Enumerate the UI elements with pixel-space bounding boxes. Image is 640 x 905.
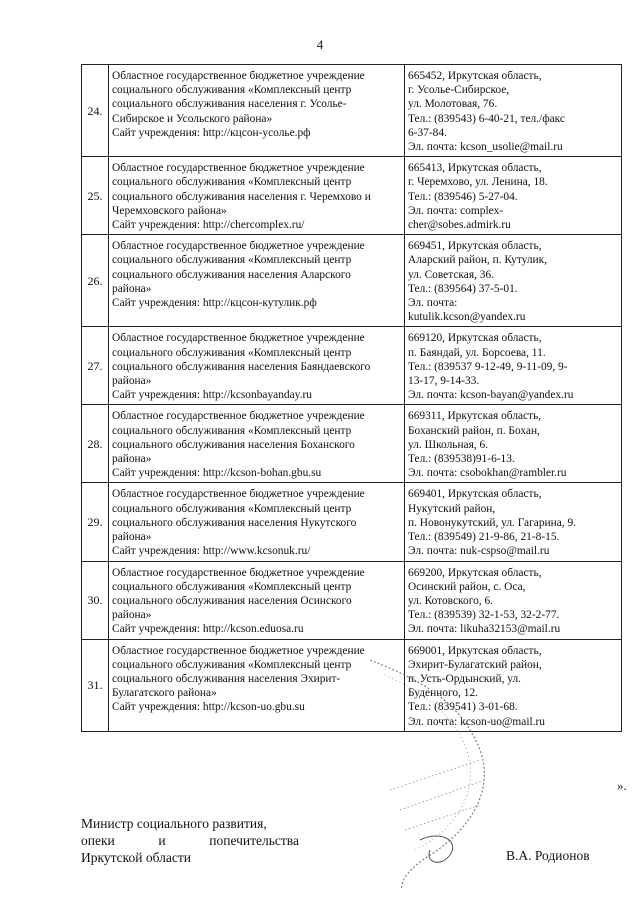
institution-name-line: Областное государственное бюджетное учреждение <box>112 566 365 579</box>
institution-name-line: социального обслуживания населения г. Усолье- <box>112 98 347 111</box>
institution-name-line: социального обслуживания «Комплексный центр <box>112 346 352 359</box>
signature-title-word: попечительства <box>209 833 299 848</box>
contact-line: Эл. почта: nuk-cspso@mail.ru <box>408 545 550 558</box>
signatory-name: В.А. Родионов <box>506 848 590 863</box>
institution-name-cell <box>109 483 405 561</box>
institution-name-line: социального обслуживания «Комплексный центр <box>112 254 352 267</box>
contact-line: п. Баяндай, ул. Борсоева, 11. <box>408 346 546 359</box>
institution-name-line: социального обслуживания населения Осинского <box>112 594 352 607</box>
institution-website: Сайт учреждения: http://kcsonbayanday.ru <box>112 389 312 402</box>
institution-name-line: Сибирское и Усольского района» <box>112 112 273 125</box>
contact-line: Эл. почта: kcson_usolie@mail.ru <box>408 141 563 154</box>
contact-line: п. Новонукутский, ул. Гагарина, 9. <box>408 516 576 529</box>
contact-line: Тел.: (839549) 21-9-86, 21-8-15. <box>408 531 560 544</box>
institution-name-line: Черемховского района» <box>112 204 227 217</box>
row-number: 29. <box>82 483 109 561</box>
official-stamp-icon <box>330 640 500 890</box>
institution-website: Сайт учреждения: http://kcson.eduosa.ru <box>112 623 304 636</box>
contact-line: 6-37-84. <box>408 126 447 139</box>
row-number: 27. <box>82 327 109 405</box>
institution-contact-cell <box>405 235 622 327</box>
institution-contact-cell <box>405 405 622 483</box>
signature-title-line-3: Иркутской области <box>81 850 192 865</box>
contact-line: Тел.: (839541) 3-01-68. <box>408 701 518 714</box>
table-row <box>82 483 622 561</box>
institution-name-line: Областное государственное бюджетное учреждение <box>112 410 365 423</box>
contact-line: 13-17, 9-14-33. <box>408 375 480 388</box>
institution-name-line: социального обслуживания населения Эхирит- <box>112 672 341 685</box>
contact-line: Тел.: (839538)91-6-13. <box>408 453 515 466</box>
table-row <box>82 561 622 639</box>
institution-name-line: Областное государственное бюджетное учреждение <box>112 488 365 501</box>
row-number: 28. <box>82 405 109 483</box>
institution-name-line: Областное государственное бюджетное учреждение <box>112 332 365 345</box>
signature-title-line-2 <box>81 832 299 849</box>
institution-name-line: социального обслуживания населения г. Черемхово и <box>112 190 371 203</box>
institution-name-line: Областное государственное бюджетное учреждение <box>112 162 365 175</box>
institution-name-line: Областное государственное бюджетное учреждение <box>112 70 365 82</box>
closing-quote-mark: ». <box>617 778 627 793</box>
institution-name-line: социального обслуживания населения Баяндаевского <box>112 360 371 373</box>
row-number: 24. <box>82 65 109 157</box>
contact-line: 669401, Иркутская область, <box>408 488 542 501</box>
contact-line: ул. Котовского, 6. <box>408 594 494 607</box>
institution-name-line: социального обслуживания населения Боханского <box>112 438 355 451</box>
institution-name-line: района» <box>112 453 152 466</box>
contact-line: 669001, Иркутская область, <box>408 644 542 657</box>
contact-line: г. Усолье-Сибирское, <box>408 84 510 97</box>
institution-website: Сайт учреждения: http://kcson-uo.gbu.su <box>112 701 305 714</box>
contact-line: Буденного, 12. <box>408 687 478 700</box>
contact-line: Эл. почта: kcson-bayan@yandex.ru <box>408 389 574 402</box>
contact-line: ул. Молотовая, 76. <box>408 98 498 111</box>
table-row <box>82 65 622 157</box>
contact-line: 669200, Иркутская область, <box>408 566 542 579</box>
table-row <box>82 157 622 235</box>
institution-contact-cell <box>405 327 622 405</box>
signature-title-line-1: Министр социального развития, <box>81 816 267 831</box>
institution-name-line: Областное государственное бюджетное учреждение <box>112 644 365 657</box>
institution-contact-cell <box>405 65 622 157</box>
institution-name-line: социального обслуживания «Комплексный центр <box>112 176 352 189</box>
institution-name-line: района» <box>112 531 152 544</box>
institution-name-line: социального обслуживания «Комплексный центр <box>112 424 352 437</box>
institution-name-line: социального обслуживания населения Аларского <box>112 268 351 281</box>
contact-line: Тел.: (839539) 32-1-53, 32-2-77. <box>408 609 560 622</box>
institution-contact-cell <box>405 157 622 235</box>
contact-line: Эл. почта: likuha32153@mail.ru <box>408 623 561 636</box>
table-row <box>82 405 622 483</box>
institution-website: Сайт учреждения: http://kcson-bohan.gbu.su <box>112 467 322 480</box>
signature-title-word: и <box>158 833 166 848</box>
institution-name-line: Областное государственное бюджетное учреждение <box>112 240 365 253</box>
contact-line: Аларский район, п. Кутулик, <box>408 254 548 267</box>
contact-line: kutulik.kcson@yandex.ru <box>408 311 526 324</box>
institution-website: Сайт учреждения: http://www.kcsonuk.ru/ <box>112 545 311 558</box>
contact-line: Боханский район, п. Бохан, <box>408 424 540 437</box>
institution-website: Сайт учреждения: http://кцсон-кутулик.рф <box>112 297 317 310</box>
contact-line: 665413, Иркутская область, <box>408 162 542 175</box>
table-row <box>82 235 622 327</box>
signature-title-block <box>81 815 301 866</box>
contact-line: Эхирит-Булагатский район, <box>408 658 542 671</box>
contact-line: Тел.: (839543) 6-40-21, тел./факс <box>408 112 565 125</box>
contact-line: ул. Советская, 36. <box>408 268 494 281</box>
institution-name-cell <box>109 327 405 405</box>
contact-line: Тел.: (839564) 37-5-01. <box>408 282 518 295</box>
institution-name-cell <box>109 405 405 483</box>
contact-line: Тел.: (839537 9-12-49, 9-11-09, 9- <box>408 360 568 373</box>
institutions-table-body <box>82 65 622 732</box>
institution-name-cell <box>109 235 405 327</box>
contact-line: 669120, Иркутская область, <box>408 332 542 345</box>
contact-line: 665452, Иркутская область, <box>408 70 542 82</box>
institution-name-line: социального обслуживания «Комплексный центр <box>112 580 352 593</box>
institution-name-cell <box>109 157 405 235</box>
institution-name-line: района» <box>112 609 152 622</box>
contact-line: Эл. почта: kcson-uo@mail.ru <box>408 715 545 728</box>
contact-line: п. Усть-Ордынский, ул. <box>408 672 522 685</box>
contact-line: г. Черемхово, ул. Ленина, 18. <box>408 176 548 189</box>
contact-line: Эл. почта: <box>408 297 458 310</box>
institution-contact-cell <box>405 483 622 561</box>
page-number: 4 <box>316 37 324 52</box>
row-number: 30. <box>82 561 109 639</box>
institution-name-line: социального обслуживания населения Нукутского <box>112 516 357 529</box>
row-number: 25. <box>82 157 109 235</box>
institution-name-line: социального обслуживания «Комплексный центр <box>112 502 352 515</box>
row-number: 26. <box>82 235 109 327</box>
contact-line: 669311, Иркутская область, <box>408 410 542 423</box>
contact-line: Осинский район, с. Оса, <box>408 580 526 593</box>
institution-name-line: социального обслуживания «Комплексный центр <box>112 84 352 97</box>
institution-name-cell <box>109 65 405 157</box>
contact-line: Нукутский район, <box>408 502 496 515</box>
institution-website: Сайт учреждения: http://кцсон-усолье.рф <box>112 126 311 139</box>
table-row <box>82 327 622 405</box>
institution-website: Сайт учреждения: http://chercomplex.ru/ <box>112 219 305 232</box>
institution-name-line: социального обслуживания «Комплексный центр <box>112 658 352 671</box>
institution-name-line: Булагатского района» <box>112 687 217 700</box>
contact-line: Эл. почта: complex- <box>408 204 504 217</box>
institutions-table <box>81 64 622 732</box>
institution-name-line: района» <box>112 282 152 295</box>
signature-title-word: опеки <box>81 833 115 848</box>
contact-line: Тел.: (839546) 5-27-04. <box>408 190 518 203</box>
institution-name-cell <box>109 561 405 639</box>
institution-name-line: района» <box>112 375 152 388</box>
contact-line: cher@sobes.admirk.ru <box>408 219 511 232</box>
contact-line: Эл. почта: csobokhan@rambler.ru <box>408 467 567 480</box>
contact-line: 669451, Иркутская область, <box>408 240 542 253</box>
institution-contact-cell <box>405 561 622 639</box>
contact-line: ул. Школьная, 6. <box>408 438 489 451</box>
row-number: 31. <box>82 639 109 731</box>
